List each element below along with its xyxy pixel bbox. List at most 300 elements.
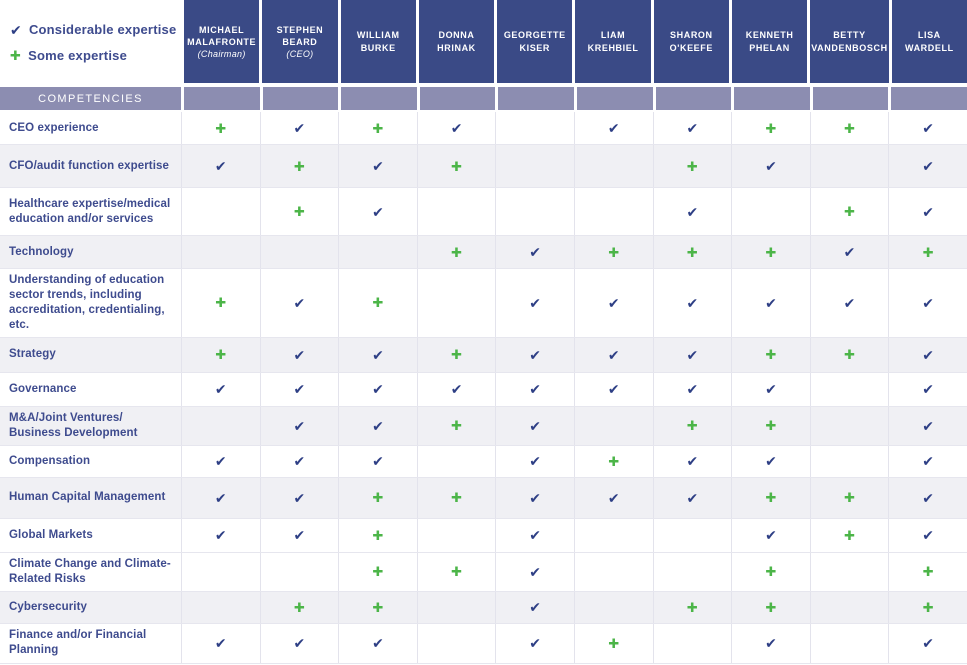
matrix-cell [181, 592, 260, 623]
matrix-cell [417, 188, 496, 235]
plus-icon: ✚ [215, 120, 227, 136]
check-icon: ✔ [922, 381, 934, 398]
band-cell [338, 87, 417, 110]
matrix-cell [181, 112, 260, 144]
matrix-cell [338, 373, 417, 406]
check-icon: ✔ [529, 635, 542, 652]
matrix-cell [417, 624, 496, 663]
plus-icon: ✚ [922, 244, 934, 260]
check-icon: ✔ [922, 294, 934, 311]
plus-icon: ✚ [686, 244, 698, 260]
matrix-cell [260, 624, 339, 663]
matrix-cell [888, 407, 967, 445]
matrix-cell [574, 373, 653, 406]
plus-icon: ✚ [372, 295, 384, 311]
check-icon: ✔ [765, 453, 777, 470]
matrix-cell [888, 236, 967, 268]
check-icon: ✔ [214, 158, 227, 174]
matrix-cell [417, 446, 496, 477]
plus-icon: ✚ [922, 599, 934, 615]
check-icon: ✔ [293, 381, 306, 398]
check-icon: ✔ [686, 453, 699, 470]
matrix-cell [181, 446, 260, 477]
matrix-cell [260, 478, 339, 518]
matrix-cell [574, 624, 653, 663]
matrix-cell [417, 592, 496, 623]
check-icon: ✔ [529, 244, 542, 260]
matrix-cell [181, 269, 260, 337]
matrix-cell [810, 188, 889, 235]
matrix-row [0, 112, 967, 145]
matrix-cell [495, 269, 574, 337]
matrix-cell [888, 338, 967, 372]
column-name: STEPHEN BEARD [276, 24, 324, 47]
matrix-cell [888, 478, 967, 518]
matrix-cell [574, 478, 653, 518]
matrix-cell [495, 188, 574, 235]
check-icon: ✔ [843, 244, 856, 260]
matrix-cell [810, 478, 889, 518]
matrix-cell [260, 188, 339, 235]
matrix-cell [731, 236, 810, 268]
plus-icon: ✚ [451, 347, 463, 363]
row-label: Strategy [9, 348, 56, 361]
column-header [807, 0, 888, 85]
matrix-cell [260, 236, 339, 268]
matrix-cell [417, 553, 496, 591]
plus-icon: ✚ [451, 158, 463, 174]
plus-icon: ✚ [608, 244, 620, 260]
matrix-cell [653, 373, 732, 406]
matrix-cell [810, 236, 889, 268]
matrix-cell [181, 519, 260, 552]
matrix-cell [338, 145, 417, 187]
matrix-cell [260, 269, 339, 337]
matrix-cell [181, 188, 260, 235]
matrix-cell [574, 188, 653, 235]
matrix-cell [495, 112, 574, 144]
matrix-cell [181, 236, 260, 268]
check-icon: ✔ [765, 527, 777, 544]
check-icon: ✔ [214, 527, 227, 544]
matrix-cell [260, 519, 339, 552]
check-icon: ✔ [372, 417, 384, 434]
column-name: GEORGETTE KISER [503, 30, 566, 53]
matrix-cell [495, 236, 574, 268]
matrix-cell [574, 269, 653, 337]
competencies-band [0, 85, 967, 112]
check-icon: ✔ [293, 346, 306, 363]
matrix-cell [338, 478, 417, 518]
row-label: Governance [9, 382, 77, 395]
band-cell [731, 87, 810, 110]
matrix-cell [338, 236, 417, 268]
matrix-body [0, 112, 967, 664]
check-icon: ✔ [372, 635, 384, 652]
column-name: LIAM KREHBIEL [587, 30, 639, 53]
matrix-cell [338, 446, 417, 477]
column-header [889, 0, 967, 85]
matrix-cell [810, 446, 889, 477]
plus-icon: ✚ [451, 490, 463, 506]
check-icon: ✔ [922, 417, 934, 434]
check-icon: ✔ [922, 346, 934, 363]
matrix-cell [417, 519, 496, 552]
matrix-cell [417, 373, 496, 406]
matrix-cell [495, 553, 574, 591]
band-cell [417, 87, 496, 110]
check-icon: ✔ [372, 203, 384, 220]
matrix-cell [653, 624, 732, 663]
legend-label-considerable: Considerable expertise [28, 22, 177, 37]
band-cell [888, 87, 967, 110]
column-name: MICHAEL MALAFRONTE [187, 24, 257, 47]
band-cell [181, 87, 260, 110]
matrix-cell [731, 446, 810, 477]
header-row [0, 0, 967, 85]
matrix-cell [181, 338, 260, 372]
matrix-cell [810, 592, 889, 623]
row-label: Finance and/or Financial Planning [9, 629, 147, 657]
matrix-cell [181, 553, 260, 591]
check-icon: ✔ [214, 635, 227, 652]
column-header [338, 0, 416, 85]
matrix-cell [574, 112, 653, 144]
plus-icon: ✚ [844, 527, 855, 543]
matrix-cell [338, 519, 417, 552]
row-label: Healthcare expertise/medical education and/or services [9, 197, 171, 225]
plus-icon: ✚ [844, 347, 855, 363]
band-cell [653, 87, 732, 110]
check-icon: ✔ [765, 381, 777, 398]
check-icon: ✔ [686, 203, 699, 220]
plus-icon: ✚ [372, 599, 384, 615]
check-icon: ✔ [372, 453, 384, 470]
matrix-cell [495, 338, 574, 372]
matrix-cell [731, 373, 810, 406]
plus-icon: ✚ [215, 347, 227, 363]
check-icon: ✔ [450, 381, 463, 398]
legend-label-some: Some expertise [28, 48, 127, 63]
matrix-cell [338, 553, 417, 591]
check-icon: ✔ [293, 489, 306, 506]
check-icon: ✔ [529, 346, 542, 363]
check-icon: ✔ [607, 346, 620, 363]
matrix-cell [653, 553, 732, 591]
matrix-cell [417, 269, 496, 337]
check-icon: ✔ [529, 489, 542, 506]
check-icon: ✔ [214, 381, 227, 398]
matrix-cell [653, 407, 732, 445]
check-icon: ✔ [922, 120, 934, 136]
row-label: CEO experience [9, 121, 99, 134]
column-header [729, 0, 807, 85]
check-icon: ✔ [529, 453, 542, 470]
matrix-cell [888, 145, 967, 187]
matrix-cell [495, 519, 574, 552]
column-header [572, 0, 650, 85]
matrix-cell [181, 478, 260, 518]
matrix-cell [417, 112, 496, 144]
matrix-cell [260, 407, 339, 445]
matrix-cell [574, 592, 653, 623]
column-header [416, 0, 494, 85]
matrix-cell [888, 592, 967, 623]
check-icon: ✔ [765, 294, 777, 311]
check-icon: ✔ [372, 346, 384, 363]
plus-icon: ✚ [10, 48, 22, 63]
plus-icon: ✚ [293, 158, 305, 174]
matrix-cell [653, 188, 732, 235]
matrix-cell [260, 338, 339, 372]
matrix-row [0, 407, 967, 446]
check-icon: ✔ [529, 417, 542, 434]
check-icon: ✔ [686, 346, 699, 363]
matrix-cell [810, 519, 889, 552]
matrix-row [0, 592, 967, 624]
row-label: Cybersecurity [9, 600, 88, 613]
matrix-cell [731, 188, 810, 235]
plus-icon: ✚ [844, 490, 855, 506]
matrix-cell [417, 338, 496, 372]
matrix-cell [888, 624, 967, 663]
check-icon: ✔ [922, 527, 934, 544]
row-label: M&A/Joint Ventures/ Business Development [9, 411, 138, 439]
matrix-cell [338, 269, 417, 337]
matrix-cell [260, 373, 339, 406]
plus-icon: ✚ [922, 564, 934, 580]
matrix-cell [181, 624, 260, 663]
matrix-cell [338, 112, 417, 144]
check-icon: ✔ [372, 381, 384, 398]
matrix-cell [810, 145, 889, 187]
row-label: Climate Change and Climate-Related Risks [9, 557, 171, 585]
column-header [651, 0, 729, 85]
matrix-cell [810, 373, 889, 406]
band-cell [810, 87, 889, 110]
legend-item-some [10, 48, 181, 63]
matrix-row [0, 624, 967, 664]
matrix-row [0, 188, 967, 236]
check-icon: ✔ [922, 158, 934, 174]
check-icon: ✔ [450, 120, 463, 136]
check-icon: ✔ [686, 381, 699, 398]
column-subtitle: (Chairman) [197, 49, 246, 60]
check-icon: ✔ [922, 635, 934, 652]
plus-icon: ✚ [765, 418, 777, 434]
plus-icon: ✚ [372, 490, 384, 506]
matrix-cell [260, 145, 339, 187]
band-cell [495, 87, 574, 110]
matrix-cell [810, 407, 889, 445]
plus-icon: ✚ [686, 418, 698, 434]
matrix-cell [731, 338, 810, 372]
row-label: Global Markets [9, 528, 93, 541]
plus-icon: ✚ [686, 158, 698, 174]
matrix-cell [574, 446, 653, 477]
check-icon: ✔ [293, 417, 306, 434]
column-name: LISA WARDELL [904, 30, 954, 53]
column-name: KENNETH PHELAN [745, 30, 794, 53]
matrix-cell [495, 446, 574, 477]
matrix-cell [810, 553, 889, 591]
matrix-row [0, 373, 967, 407]
matrix-cell [888, 112, 967, 144]
row-label: Technology [9, 245, 74, 258]
matrix-cell [574, 407, 653, 445]
plus-icon: ✚ [686, 599, 698, 615]
matrix-cell [888, 373, 967, 406]
matrix-row [0, 145, 967, 188]
matrix-cell [574, 519, 653, 552]
check-icon: ✔ [293, 453, 306, 470]
plus-icon: ✚ [451, 418, 463, 434]
matrix-cell [181, 407, 260, 445]
check-icon: ✔ [372, 158, 384, 174]
check-icon: ✔ [686, 120, 699, 136]
check-icon: ✔ [922, 489, 934, 506]
matrix-cell [653, 145, 732, 187]
plus-icon: ✚ [765, 120, 777, 136]
matrix-cell [495, 373, 574, 406]
band-cell [260, 87, 339, 110]
matrix-cell [653, 478, 732, 518]
check-icon: ✔ [529, 527, 542, 544]
matrix-cell [653, 446, 732, 477]
column-header [259, 0, 337, 85]
check-icon: ✔ [293, 527, 306, 544]
column-name: WILLIAM BURKE [356, 30, 400, 53]
plus-icon: ✚ [844, 120, 855, 136]
matrix-cell [888, 446, 967, 477]
check-icon: ✔ [214, 453, 227, 470]
matrix-cell [653, 519, 732, 552]
matrix-cell [338, 592, 417, 623]
plus-icon: ✚ [608, 635, 620, 651]
matrix-cell [653, 112, 732, 144]
check-icon: ✔ [922, 203, 934, 220]
check-icon: ✔ [686, 489, 699, 506]
plus-icon: ✚ [451, 244, 463, 260]
matrix-cell [338, 624, 417, 663]
matrix-cell [495, 407, 574, 445]
matrix-row [0, 269, 967, 338]
matrix-cell [810, 112, 889, 144]
check-icon: ✔ [293, 120, 306, 136]
matrix-cell [417, 145, 496, 187]
matrix-cell [338, 338, 417, 372]
check-icon: ✔ [10, 21, 22, 38]
plus-icon: ✚ [215, 295, 227, 311]
matrix-cell [417, 478, 496, 518]
matrix-cell [260, 112, 339, 144]
matrix-cell [653, 338, 732, 372]
matrix-cell [731, 519, 810, 552]
matrix-cell [338, 188, 417, 235]
matrix-cell [731, 407, 810, 445]
matrix-cell [574, 338, 653, 372]
matrix-cell [181, 145, 260, 187]
plus-icon: ✚ [765, 490, 777, 506]
row-label: Human Capital Management [9, 491, 166, 504]
matrix-cell [653, 236, 732, 268]
matrix-cell [888, 269, 967, 337]
column-name: DONNA HRINAK [437, 30, 476, 53]
check-icon: ✔ [686, 294, 699, 311]
matrix-cell [653, 269, 732, 337]
column-header [494, 0, 572, 85]
matrix-cell [810, 338, 889, 372]
matrix-cell [888, 519, 967, 552]
check-icon: ✔ [607, 294, 620, 311]
matrix-cell [495, 624, 574, 663]
matrix-cell [731, 112, 810, 144]
matrix-cell [495, 478, 574, 518]
plus-icon: ✚ [765, 244, 777, 260]
row-label: Understanding of education sector trends, including accreditation, credentialing, etc. [9, 274, 165, 331]
check-icon: ✔ [607, 120, 620, 136]
matrix-row [0, 519, 967, 553]
matrix-cell [495, 145, 574, 187]
matrix-cell [260, 553, 339, 591]
column-name: SHARON O'KEEFE [669, 30, 713, 53]
legend-item-considerable [10, 22, 181, 37]
plus-icon: ✚ [372, 120, 384, 136]
plus-icon: ✚ [765, 564, 777, 580]
matrix-cell [417, 407, 496, 445]
plus-icon: ✚ [293, 599, 305, 615]
matrix-row [0, 236, 967, 269]
matrix-cell [181, 373, 260, 406]
matrix-cell [810, 624, 889, 663]
matrix-cell [731, 269, 810, 337]
check-icon: ✔ [765, 158, 777, 174]
matrix-cell [888, 188, 967, 235]
check-icon: ✔ [922, 453, 934, 470]
check-icon: ✔ [529, 563, 542, 580]
matrix-cell [260, 592, 339, 623]
check-icon: ✔ [843, 294, 856, 311]
column-name: BETTY VANDENBOSCH [811, 30, 888, 53]
check-icon: ✔ [607, 489, 620, 506]
matrix-row [0, 446, 967, 478]
matrix-cell [731, 478, 810, 518]
matrix-row [0, 553, 967, 592]
check-icon: ✔ [293, 635, 306, 652]
check-icon: ✔ [293, 294, 306, 311]
check-icon: ✔ [765, 635, 777, 652]
matrix-cell [731, 592, 810, 623]
matrix-cell [574, 553, 653, 591]
matrix-cell [653, 592, 732, 623]
plus-icon: ✚ [372, 564, 384, 580]
plus-icon: ✚ [765, 599, 777, 615]
plus-icon: ✚ [451, 564, 463, 580]
band-cell [574, 87, 653, 110]
row-label: Compensation [9, 454, 91, 467]
matrix-cell [731, 553, 810, 591]
check-icon: ✔ [607, 381, 620, 398]
matrix-cell [260, 446, 339, 477]
matrix-cell [731, 624, 810, 663]
check-icon: ✔ [529, 294, 542, 311]
matrix-cell [338, 407, 417, 445]
check-icon: ✔ [529, 599, 542, 616]
column-header [181, 0, 259, 85]
matrix-cell [417, 236, 496, 268]
competencies-header: COMPETENCIES [0, 87, 181, 110]
column-subtitle: (CEO) [286, 49, 314, 60]
